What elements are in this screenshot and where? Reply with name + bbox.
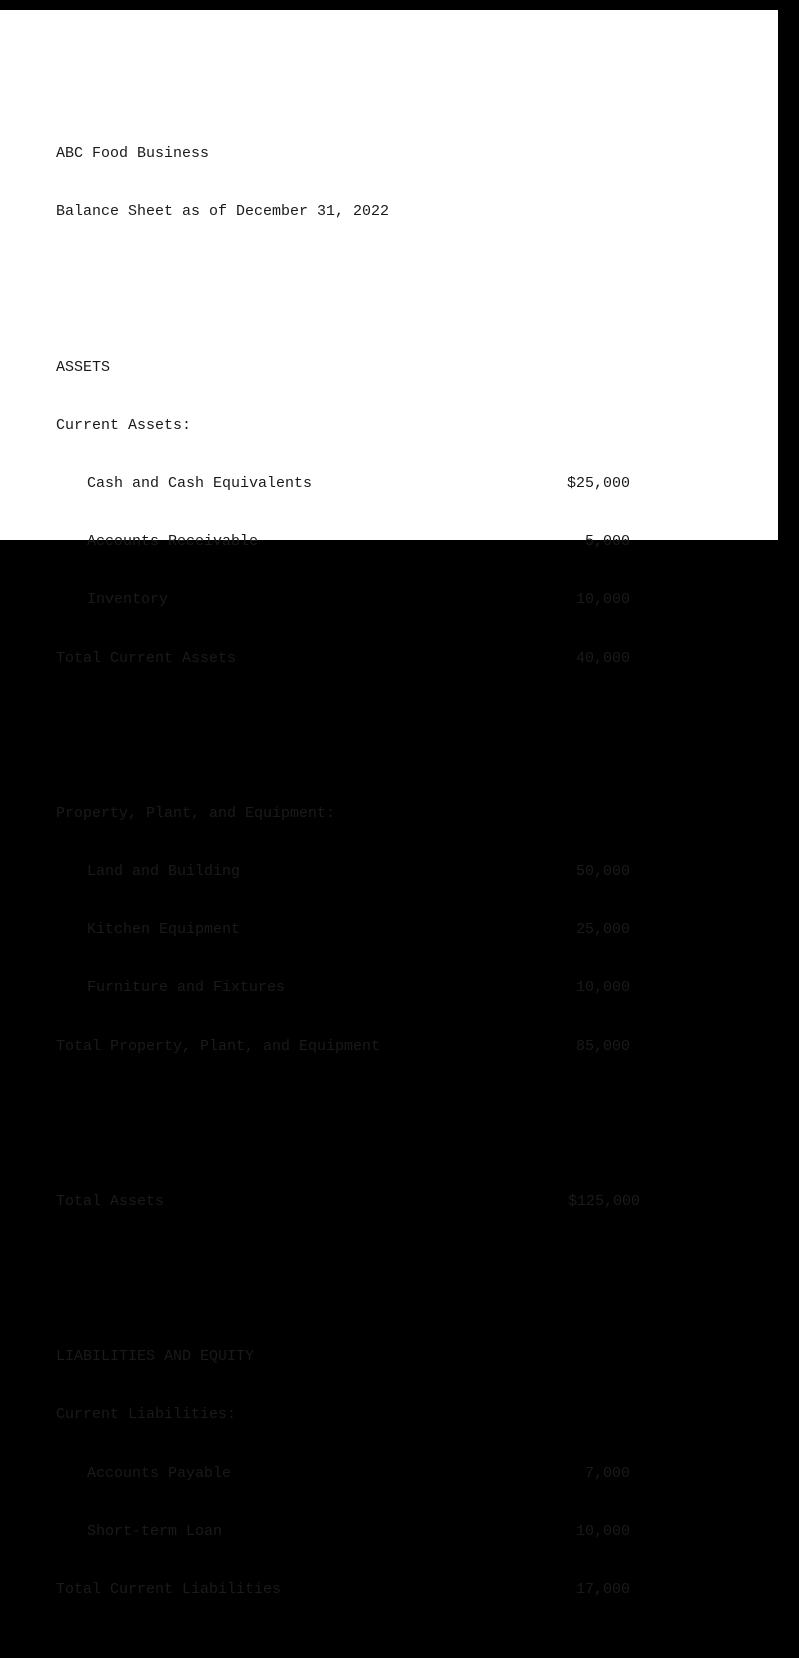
liabilities-equity-heading-row: [56, 1347, 656, 1366]
total-ppe-value: 85,000: [575, 1037, 630, 1055]
current-assets-heading: Current Assets:: [56, 416, 192, 434]
line-item-label: Short-term Loan: [87, 1522, 223, 1540]
current-liabilities-heading-row: [56, 1405, 656, 1424]
spacer: [56, 726, 656, 745]
line-item-value: 10,000: [575, 1522, 630, 1540]
line-item-value: 50,000: [575, 863, 630, 881]
total-assets-label: Total Assets: [56, 1192, 165, 1210]
current-assets-heading-row: [56, 416, 656, 435]
line-item-value: $25,000: [566, 475, 630, 493]
line-item-value: 25,000: [575, 921, 630, 939]
line-item-label: Kitchen Equipment: [87, 921, 241, 939]
line-item-value: 5,000: [584, 533, 630, 551]
line-item: [56, 590, 656, 609]
line-item-value: 7,000: [584, 1464, 630, 1482]
total-current-liabilities-label: Total Current Liabilities: [56, 1580, 282, 1598]
total-current-assets-label: Total Current Assets: [56, 649, 237, 667]
line-item-label: Inventory: [87, 591, 169, 609]
line-item-value: 10,000: [575, 979, 630, 997]
total-assets-value: $125,000: [567, 1192, 640, 1210]
balance-sheet: [56, 86, 656, 1658]
liabilities-equity-heading: LIABILITIES AND EQUITY: [56, 1348, 255, 1366]
spacer: [56, 1270, 656, 1289]
line-item: [56, 532, 656, 551]
line-item: [56, 920, 656, 939]
document-page: [0, 10, 778, 1598]
line-item-value: 10,000: [575, 591, 630, 609]
line-item: [56, 474, 656, 493]
line-item: [56, 1464, 656, 1483]
total-current-liabilities-row: [56, 1580, 656, 1599]
company-name-row: [56, 144, 656, 163]
total-current-assets-row: [56, 649, 656, 668]
line-item-label: Accounts Receivable: [87, 533, 259, 551]
ppe-heading-row: [56, 804, 656, 823]
ppe-heading: Property, Plant, and Equipment:: [56, 804, 336, 822]
total-current-assets-value: 40,000: [575, 649, 630, 667]
company-name: ABC Food Business: [56, 145, 210, 163]
line-item: [56, 862, 656, 881]
current-liabilities-heading: Current Liabilities:: [56, 1406, 237, 1424]
total-current-liabilities-value: 17,000: [575, 1580, 630, 1598]
spacer: [56, 280, 656, 299]
spacer: [56, 1114, 656, 1133]
sheet-title-row: [56, 202, 656, 221]
sheet-title: Balance Sheet as of December 31, 2022: [56, 203, 390, 221]
total-ppe-row: [56, 1037, 656, 1056]
line-item-label: Furniture and Fixtures: [87, 979, 286, 997]
line-item-label: Cash and Cash Equivalents: [87, 475, 313, 493]
assets-heading-row: [56, 358, 656, 377]
assets-heading: ASSETS: [56, 358, 111, 376]
total-assets-row: [56, 1192, 656, 1211]
line-item-label: Accounts Payable: [87, 1464, 232, 1482]
line-item: [56, 978, 656, 997]
total-ppe-label: Total Property, Plant, and Equipment: [56, 1037, 381, 1055]
line-item-label: Land and Building: [87, 863, 241, 881]
line-item: [56, 1522, 656, 1541]
